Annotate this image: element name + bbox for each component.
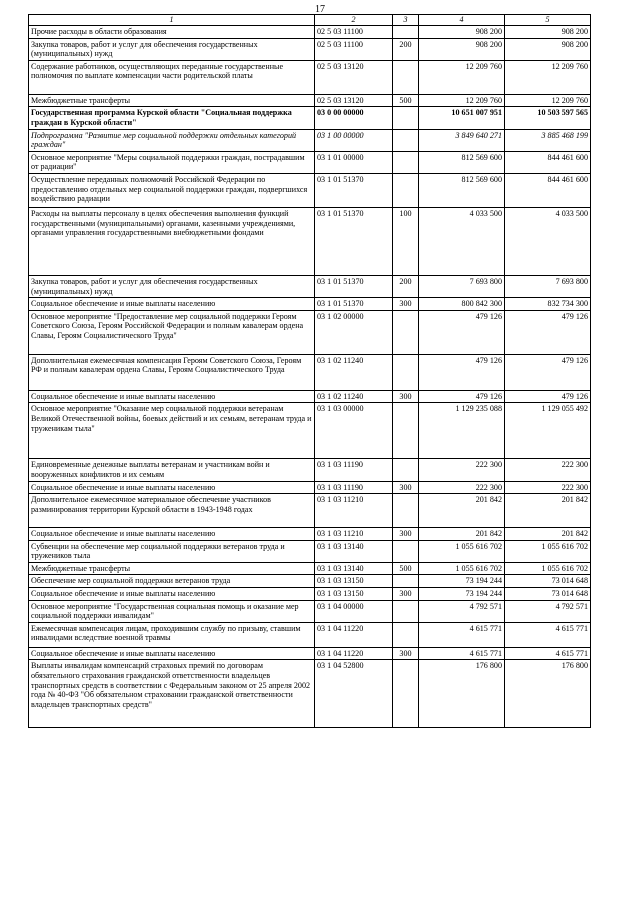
row-amount-year-2: 201 842 bbox=[505, 528, 591, 541]
row-amount-year-2: 201 842 bbox=[505, 494, 591, 528]
row-code: 03 1 03 13140 bbox=[315, 540, 393, 562]
row-name: Содержание работников, осуществляющих переданные государственные полномочия по выплате компенсации части родительской платы bbox=[29, 60, 315, 94]
row-expense-type bbox=[393, 173, 419, 207]
table-row bbox=[29, 354, 591, 390]
row-amount-year-2: 73 014 648 bbox=[505, 588, 591, 601]
row-name: Ежемесячная компенсация лицам, проходившим службу по призыву, ставшим инвалидами вследствие военной травмы bbox=[29, 622, 315, 647]
row-amount-year-2: 908 200 bbox=[505, 38, 591, 60]
table-row bbox=[29, 494, 591, 528]
row-amount-year-1: 479 126 bbox=[419, 354, 505, 390]
row-code: 03 1 03 13150 bbox=[315, 588, 393, 601]
row-code: 02 5 03 11100 bbox=[315, 26, 393, 39]
row-amount-year-2: 12 209 760 bbox=[505, 60, 591, 94]
row-expense-type: 300 bbox=[393, 390, 419, 403]
row-amount-year-1: 4 615 771 bbox=[419, 647, 505, 660]
row-expense-type: 300 bbox=[393, 588, 419, 601]
table-row bbox=[29, 275, 591, 297]
row-amount-year-1: 12 209 760 bbox=[419, 94, 505, 107]
row-code: 02 5 03 13120 bbox=[315, 60, 393, 94]
table-row bbox=[29, 600, 591, 622]
row-expense-type: 500 bbox=[393, 562, 419, 575]
table-row bbox=[29, 94, 591, 107]
row-expense-type bbox=[393, 575, 419, 588]
row-expense-type: 300 bbox=[393, 298, 419, 311]
row-amount-year-2: 222 300 bbox=[505, 481, 591, 494]
table-row bbox=[29, 38, 591, 60]
row-name: Дополнительная ежемесячная компенсация Героям Советского Союза, Героям РФ и полным кавалерам ордена Славы, Героям Социалистического Труда bbox=[29, 354, 315, 390]
row-amount-year-2: 1 055 616 702 bbox=[505, 562, 591, 575]
row-expense-type bbox=[393, 310, 419, 354]
table-row bbox=[29, 26, 591, 39]
row-expense-type bbox=[393, 151, 419, 173]
row-code: 02 5 03 13120 bbox=[315, 94, 393, 107]
row-code: 02 5 03 11100 bbox=[315, 38, 393, 60]
table-row bbox=[29, 390, 591, 403]
table-row bbox=[29, 562, 591, 575]
row-expense-type bbox=[393, 60, 419, 94]
table-row bbox=[29, 647, 591, 660]
row-code: 03 1 03 00000 bbox=[315, 403, 393, 459]
row-expense-type: 100 bbox=[393, 207, 419, 275]
row-code: 03 1 02 11240 bbox=[315, 390, 393, 403]
table-row bbox=[29, 575, 591, 588]
row-code: 03 1 01 51370 bbox=[315, 275, 393, 297]
row-amount-year-1: 201 842 bbox=[419, 494, 505, 528]
row-name: Основное мероприятие "Оказание мер социальной поддержки ветеранам Великой Отечественной войны, боевых действий и их семьям, ветеранам труда и труженикам тыла" bbox=[29, 403, 315, 459]
row-amount-year-2: 4 615 771 bbox=[505, 622, 591, 647]
column-number-5: 5 bbox=[505, 15, 591, 26]
table-row bbox=[29, 622, 591, 647]
row-amount-year-1: 10 651 007 951 bbox=[419, 107, 505, 129]
row-name: Подпрограмма "Развитие мер социальной поддержки отдельных категорий граждан" bbox=[29, 129, 315, 151]
row-amount-year-1: 4 033 500 bbox=[419, 207, 505, 275]
row-amount-year-2: 7 693 800 bbox=[505, 275, 591, 297]
row-amount-year-2: 4 615 771 bbox=[505, 647, 591, 660]
table-row bbox=[29, 129, 591, 151]
row-name: Обеспечение мер социальной поддержки ветеранов труда bbox=[29, 575, 315, 588]
table-row bbox=[29, 151, 591, 173]
row-amount-year-2: 176 800 bbox=[505, 660, 591, 728]
row-name: Межбюджетные трансферты bbox=[29, 562, 315, 575]
column-number-1: 1 bbox=[29, 15, 315, 26]
row-name: Социальное обеспечение и иные выплаты населению bbox=[29, 481, 315, 494]
row-amount-year-1: 812 569 600 bbox=[419, 173, 505, 207]
row-amount-year-2: 1 129 055 492 bbox=[505, 403, 591, 459]
row-name: Субвенции на обеспечение мер социальной поддержки ветеранов труда и тружеников тыла bbox=[29, 540, 315, 562]
column-number-2: 2 bbox=[315, 15, 393, 26]
row-name: Выплаты инвалидам компенсаций страховых премий по договорам обязательного страхования гражданской ответственности владельцев транспортных средств в соответствии с Федеральным законом от 25 апреля 2002 года № 40-ФЗ "Об обязательном страховании гражданской ответственности владельцев транспортных средств" bbox=[29, 660, 315, 728]
row-name: Закупка товаров, работ и услуг для обеспечения государственных (муниципальных) нужд bbox=[29, 38, 315, 60]
row-code: 03 1 02 11240 bbox=[315, 354, 393, 390]
column-number-4: 4 bbox=[419, 15, 505, 26]
table-row bbox=[29, 298, 591, 311]
row-amount-year-1: 1 055 616 702 bbox=[419, 540, 505, 562]
row-amount-year-2: 908 200 bbox=[505, 26, 591, 39]
row-code: 03 1 03 11190 bbox=[315, 459, 393, 481]
row-amount-year-2: 3 885 468 199 bbox=[505, 129, 591, 151]
row-name: Социальное обеспечение и иные выплаты населению bbox=[29, 588, 315, 601]
table-row bbox=[29, 540, 591, 562]
row-code: 03 1 03 13150 bbox=[315, 575, 393, 588]
row-code: 03 0 00 00000 bbox=[315, 107, 393, 129]
row-amount-year-2: 844 461 600 bbox=[505, 173, 591, 207]
row-expense-type bbox=[393, 129, 419, 151]
row-code: 03 1 04 11220 bbox=[315, 647, 393, 660]
row-expense-type: 200 bbox=[393, 38, 419, 60]
row-expense-type bbox=[393, 354, 419, 390]
row-name: Социальное обеспечение и иные выплаты населению bbox=[29, 298, 315, 311]
table-row bbox=[29, 207, 591, 275]
row-amount-year-2: 4 033 500 bbox=[505, 207, 591, 275]
row-amount-year-2: 1 055 616 702 bbox=[505, 540, 591, 562]
budget-table bbox=[28, 14, 591, 728]
table-row bbox=[29, 459, 591, 481]
row-name: Прочие расходы в области образования bbox=[29, 26, 315, 39]
row-expense-type bbox=[393, 494, 419, 528]
row-amount-year-2: 10 503 597 565 bbox=[505, 107, 591, 129]
table-row bbox=[29, 481, 591, 494]
row-code: 03 1 03 13140 bbox=[315, 562, 393, 575]
row-code: 03 1 01 00000 bbox=[315, 151, 393, 173]
row-expense-type bbox=[393, 26, 419, 39]
row-expense-type: 300 bbox=[393, 481, 419, 494]
row-amount-year-1: 4 792 571 bbox=[419, 600, 505, 622]
row-code: 03 1 04 00000 bbox=[315, 600, 393, 622]
row-name: Осуществление переданных полномочий Российской Федерации по предоставлению отдельных мер социальной поддержки граждан, подвергшихся воздействию радиации bbox=[29, 173, 315, 207]
row-amount-year-1: 73 194 244 bbox=[419, 588, 505, 601]
row-amount-year-1: 3 849 640 271 bbox=[419, 129, 505, 151]
table-row bbox=[29, 310, 591, 354]
row-amount-year-1: 73 194 244 bbox=[419, 575, 505, 588]
table-row bbox=[29, 107, 591, 129]
row-amount-year-2: 479 126 bbox=[505, 354, 591, 390]
row-expense-type bbox=[393, 459, 419, 481]
row-amount-year-1: 812 569 600 bbox=[419, 151, 505, 173]
row-name: Закупка товаров, работ и услуг для обеспечения государственных (муниципальных) нужд bbox=[29, 275, 315, 297]
row-name: Основное мероприятие "Предоставление мер социальной поддержки Героям Советского Союза, Героям Российской Федерации и полным кавалерам ордена Славы, Героям Социалистического Труда" bbox=[29, 310, 315, 354]
table-row bbox=[29, 173, 591, 207]
row-code: 03 1 04 52800 bbox=[315, 660, 393, 728]
row-name: Социальное обеспечение и иные выплаты населению bbox=[29, 528, 315, 541]
row-amount-year-2: 73 014 648 bbox=[505, 575, 591, 588]
row-name: Дополнительное ежемесячное материальное обеспечение участников разминирования территории Курской области в 1943-1948 годах bbox=[29, 494, 315, 528]
row-amount-year-1: 800 842 300 bbox=[419, 298, 505, 311]
row-amount-year-1: 222 300 bbox=[419, 481, 505, 494]
row-amount-year-2: 479 126 bbox=[505, 390, 591, 403]
column-number-3: 3 bbox=[393, 15, 419, 26]
table-row bbox=[29, 528, 591, 541]
row-expense-type bbox=[393, 540, 419, 562]
row-code: 03 1 01 51370 bbox=[315, 173, 393, 207]
row-amount-year-1: 479 126 bbox=[419, 310, 505, 354]
row-name: Социальное обеспечение и иные выплаты населению bbox=[29, 647, 315, 660]
row-code: 03 1 04 11220 bbox=[315, 622, 393, 647]
row-expense-type bbox=[393, 622, 419, 647]
row-amount-year-1: 908 200 bbox=[419, 38, 505, 60]
header-row bbox=[29, 15, 591, 26]
row-code: 03 1 01 51370 bbox=[315, 207, 393, 275]
row-amount-year-1: 4 615 771 bbox=[419, 622, 505, 647]
row-amount-year-2: 479 126 bbox=[505, 310, 591, 354]
table-row bbox=[29, 403, 591, 459]
row-amount-year-2: 222 300 bbox=[505, 459, 591, 481]
table-row bbox=[29, 60, 591, 94]
row-code: 03 1 02 00000 bbox=[315, 310, 393, 354]
row-amount-year-1: 201 842 bbox=[419, 528, 505, 541]
row-expense-type bbox=[393, 403, 419, 459]
row-name: Единовременные денежные выплаты ветеранам и участникам войн и вооруженных конфликтов и их семьям bbox=[29, 459, 315, 481]
row-amount-year-1: 908 200 bbox=[419, 26, 505, 39]
row-code: 03 1 03 11210 bbox=[315, 494, 393, 528]
row-expense-type bbox=[393, 660, 419, 728]
row-expense-type: 200 bbox=[393, 275, 419, 297]
row-name: Расходы на выплаты персоналу в целях обеспечения выполнения функций государственными (муниципальными) органами, казенными учреждениями, органами управления государственными внебюджетными фондами bbox=[29, 207, 315, 275]
row-amount-year-1: 1 129 235 088 bbox=[419, 403, 505, 459]
row-expense-type bbox=[393, 600, 419, 622]
row-name: Основное мероприятие "Меры социальной поддержки граждан, пострадавшим от радиации" bbox=[29, 151, 315, 173]
row-code: 03 1 00 00000 bbox=[315, 129, 393, 151]
row-amount-year-1: 12 209 760 bbox=[419, 60, 505, 94]
row-amount-year-2: 844 461 600 bbox=[505, 151, 591, 173]
row-expense-type: 300 bbox=[393, 528, 419, 541]
row-code: 03 1 03 11190 bbox=[315, 481, 393, 494]
row-code: 03 1 03 11210 bbox=[315, 528, 393, 541]
row-name: Государственная программа Курской области "Социальная поддержка граждан в Курской области" bbox=[29, 107, 315, 129]
row-code: 03 1 01 51370 bbox=[315, 298, 393, 311]
row-amount-year-1: 479 126 bbox=[419, 390, 505, 403]
row-amount-year-2: 12 209 760 bbox=[505, 94, 591, 107]
row-amount-year-1: 222 300 bbox=[419, 459, 505, 481]
row-name: Межбюджетные трансферты bbox=[29, 94, 315, 107]
table-row bbox=[29, 660, 591, 728]
row-amount-year-2: 832 734 300 bbox=[505, 298, 591, 311]
row-expense-type: 500 bbox=[393, 94, 419, 107]
row-amount-year-1: 7 693 800 bbox=[419, 275, 505, 297]
table-row bbox=[29, 588, 591, 601]
row-amount-year-1: 1 055 616 702 bbox=[419, 562, 505, 575]
row-name: Социальное обеспечение и иные выплаты населению bbox=[29, 390, 315, 403]
row-expense-type bbox=[393, 107, 419, 129]
page-number: 17 bbox=[315, 4, 325, 15]
row-expense-type: 300 bbox=[393, 647, 419, 660]
row-amount-year-1: 176 800 bbox=[419, 660, 505, 728]
row-name: Основное мероприятие "Государственная социальная помощь и оказание мер социальной поддержки инвалидам" bbox=[29, 600, 315, 622]
row-amount-year-2: 4 792 571 bbox=[505, 600, 591, 622]
